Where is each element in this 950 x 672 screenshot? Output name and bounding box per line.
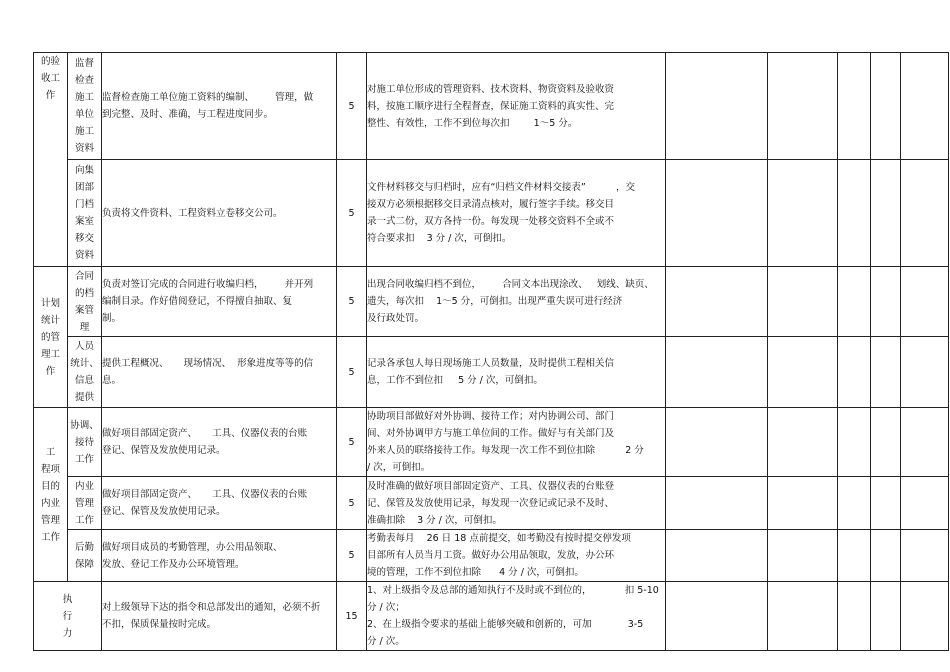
blank-cell <box>666 582 768 651</box>
standard-cell <box>367 160 666 267</box>
text-line: 行 <box>62 610 73 622</box>
blank-cell <box>901 530 949 582</box>
text-line: 的档 <box>74 287 94 299</box>
blank-cell <box>768 408 838 477</box>
blank-cell <box>838 53 871 160</box>
description-cell <box>102 582 337 651</box>
standard-cell <box>367 267 666 337</box>
text-line: 作 <box>45 90 56 101</box>
text-line: 后勤 <box>74 541 94 553</box>
text-line: 文件材料移交与归档时，应有“归档文件材料交接表” ，交 <box>367 182 636 193</box>
text-line: 2、在上级指令要求的基础上能够突破和创新的，可加 3-5 <box>367 619 644 630</box>
text-line: 案管 <box>74 304 94 316</box>
table-row <box>34 267 949 337</box>
text-line: 考勤表每月 26 日 18 点前提交，如考勤没有按时提交停发项 <box>367 533 631 544</box>
text-line: 理工 <box>40 348 60 360</box>
standard-cell <box>367 408 666 477</box>
text-line: 施工 <box>74 126 94 137</box>
text-line: 监督 <box>74 58 94 69</box>
text-line: 施工 <box>74 92 94 103</box>
blank-cell <box>901 267 949 337</box>
blank-cell <box>666 160 768 267</box>
text-line: 工作 <box>40 531 60 543</box>
description-cell <box>102 477 337 530</box>
text-line: 录一式二份，双方各持一份。每发现一处移交资料不全或不 <box>367 216 615 227</box>
text-line: 管理 <box>40 514 60 526</box>
text-line: 出现合同收编归档不到位， 合同文本出现涂改、 划线、缺页、 <box>367 279 654 290</box>
text-line: 记录各承包人每日现场施工人员数量，及时提供工程相关信 <box>367 358 615 369</box>
blank-cell <box>901 408 949 477</box>
text-line: 编制目录。作好借阅登记，不得擅自抽取、复 <box>102 296 293 307</box>
table-row <box>34 337 949 408</box>
description-cell: 负责将文件资料、工程资料立卷移交公司。 <box>102 160 337 267</box>
text-line: 遗失，每次扣 1～5 分，可倒扣。出现严重失误可进行经济 <box>367 296 623 307</box>
text-line: 做好项目成员的考勤管理，办公用品领取、 <box>102 541 283 553</box>
blank-cell <box>871 160 901 267</box>
blank-cell <box>838 337 871 408</box>
blank-cell <box>871 530 901 582</box>
score-cell: 5 <box>337 160 367 267</box>
text-line: 及行政处罚。 <box>367 313 425 324</box>
blank-cell <box>768 160 838 267</box>
text-line: 对施工单位形成的管理资料、技术资料、物资资料及验收资 <box>367 83 615 95</box>
text-line: 提供工程概况、 现场情况、 形象进度等等的信 <box>102 358 314 369</box>
blank-cell <box>871 337 901 408</box>
text-line: 分 / 次。 <box>367 636 405 647</box>
text-line: 境的管理，工作不到位扣除 4 分 / 次，可倒扣。 <box>367 567 584 578</box>
blank-cell <box>871 53 901 160</box>
sub-item-cell <box>68 267 102 337</box>
blank-cell <box>838 267 871 337</box>
text-line: 及时准确的做好项目部固定资产、工具、仪器仪表的台账登 <box>367 480 615 492</box>
table-row <box>34 160 949 267</box>
text-line: 收工 <box>40 73 60 84</box>
table-row <box>34 408 949 477</box>
text-line: 信息 <box>74 375 94 386</box>
text-line: 单位 <box>74 109 94 120</box>
text-line: 接待 <box>74 436 94 448</box>
score-cell: 15 <box>337 582 367 651</box>
text-line: 程项 <box>40 463 60 475</box>
blank-cell <box>901 160 949 267</box>
sub-item-cell <box>68 408 102 477</box>
text-line: 工作 <box>74 453 94 465</box>
text-line: 制。 <box>102 313 122 324</box>
description-cell <box>102 530 337 582</box>
text-line: 料，按施工顺序进行全程督查，保证施工资料的真实性、完 <box>367 100 615 112</box>
text-line: 目的 <box>40 480 60 492</box>
text-line: 合同 <box>74 270 94 282</box>
blank-cell <box>901 53 949 160</box>
text-line: 到完整、及时、准确，与工程进度同步。 <box>102 109 274 120</box>
blank-cell <box>768 267 838 337</box>
text-line: 保障 <box>74 558 94 570</box>
text-line: 向集 <box>74 165 94 176</box>
text-line: 工作 <box>74 514 94 526</box>
text-line: 人员 <box>74 341 94 352</box>
blank-cell <box>666 408 768 477</box>
text-line: 1、对上级指令及总部的通知执行不及时或不到位的， 扣 5-10 <box>367 585 659 596</box>
text-line: 整性、有效性，工作不到位每次扣 1～5 分。 <box>367 117 578 129</box>
blank-cell <box>901 337 949 408</box>
text-line: 准确扣除 3 分 / 次，可倒扣。 <box>367 514 502 526</box>
sub-item-cell <box>68 477 102 530</box>
text-line: 做好项目部固定资产、 工具、仪器仪表的台账 <box>102 489 308 500</box>
text-line: 符合要求扣 3 分 / 次，可倒扣。 <box>367 233 512 244</box>
table-row <box>34 582 949 651</box>
blank-cell <box>768 530 838 582</box>
text-line: 的验 <box>40 56 60 67</box>
blank-cell <box>666 530 768 582</box>
text-line: 统计、 <box>70 358 99 369</box>
text-line: 移交 <box>74 233 94 244</box>
standard-cell <box>367 582 666 651</box>
text-line: 资料 <box>74 143 94 154</box>
category-cell <box>34 267 68 408</box>
standard-cell <box>367 337 666 408</box>
text-line: 负责对签订完成的合同进行收编归档， 并开列 <box>102 279 314 290</box>
blank-cell <box>838 477 871 530</box>
text-line: 内业 <box>40 497 60 509</box>
text-line: 对上级领导下达的指令和总部发出的通知，必须不折 <box>102 602 321 613</box>
text-line: 工 <box>45 446 56 458</box>
blank-cell <box>871 267 901 337</box>
sub-item-cell <box>68 53 102 160</box>
category-cell <box>34 53 68 267</box>
text-line: / 次，可倒扣。 <box>367 462 431 473</box>
table-row <box>34 530 949 582</box>
blank-cell <box>666 477 768 530</box>
table-row <box>34 53 949 160</box>
text-line: 管理 <box>74 497 94 509</box>
text-line: 记、保管及发放使用记录，每发现一次登记或记录不及时、 <box>367 497 615 509</box>
text-line: 息，工作不到位扣 5 分 / 次，可倒扣。 <box>367 375 543 386</box>
table-row <box>34 477 949 530</box>
text-line: 做好项目部固定资产、 工具、仪器仪表的台账 <box>102 428 308 439</box>
description-cell <box>102 53 337 160</box>
category-cell <box>34 582 102 651</box>
text-line: 作 <box>45 365 56 377</box>
sub-item-cell <box>68 160 102 267</box>
text-line: 不扣，保质保量按时完成。 <box>102 619 217 630</box>
text-line: 资料 <box>74 250 94 261</box>
blank-cell <box>838 530 871 582</box>
text-line: 计划 <box>40 297 60 309</box>
text-line: 间、对外协调甲方与施工单位间的工作。做好与有关部门及 <box>367 428 615 439</box>
text-line: 检查 <box>74 75 94 86</box>
standard-cell <box>367 53 666 160</box>
text-line: 登记、保管及发放使用记录。 <box>102 506 226 517</box>
standard-cell <box>367 530 666 582</box>
text-line: 案室 <box>74 216 94 227</box>
description-cell <box>102 337 337 408</box>
score-cell: 5 <box>337 53 367 160</box>
sub-item-cell <box>68 337 102 408</box>
text-line: 统计 <box>40 314 60 326</box>
score-cell: 5 <box>337 530 367 582</box>
blank-cell <box>666 337 768 408</box>
description-cell <box>102 267 337 337</box>
blank-cell <box>838 582 871 651</box>
text-line: 理 <box>79 321 90 333</box>
text-line: 提供 <box>74 392 94 403</box>
blank-cell <box>901 477 949 530</box>
blank-cell <box>871 582 901 651</box>
blank-cell <box>838 160 871 267</box>
score-cell: 5 <box>337 477 367 530</box>
blank-cell <box>666 267 768 337</box>
blank-cell <box>768 53 838 160</box>
text-line: 发放、登记工作及办公环境管理。 <box>102 558 245 570</box>
standard-cell <box>367 477 666 530</box>
text-line: 力 <box>62 627 73 639</box>
text-line: 息。 <box>102 375 122 386</box>
blank-cell <box>838 408 871 477</box>
category-cell <box>34 408 68 582</box>
blank-cell <box>871 408 901 477</box>
text-line: 登记、保管及发放使用记录。 <box>102 445 226 456</box>
text-line: 的管 <box>40 331 60 343</box>
text-line: 门档 <box>74 199 94 210</box>
text-line: 外来人员的联络接待工作。每发现一次工作不到位扣除 2 分 <box>367 445 644 456</box>
text-line: 监督检查施工单位施工资料的编制、 管理，做 <box>102 92 314 103</box>
assessment-table <box>33 52 949 651</box>
score-cell: 5 <box>337 337 367 408</box>
score-cell: 5 <box>337 267 367 337</box>
blank-cell <box>768 582 838 651</box>
blank-cell <box>666 53 768 160</box>
text-line: 目部所有人员当月工资。做好办公用品领取，发放，办公环 <box>367 550 615 561</box>
blank-cell <box>768 337 838 408</box>
score-cell: 5 <box>337 408 367 477</box>
text-line: 协助项目部做好对外协调、接待工作；对内协调公司、部门 <box>367 411 615 422</box>
text-line: 执 <box>62 593 73 605</box>
text-line: 内业 <box>74 480 94 492</box>
text-line: 团部 <box>74 182 94 193</box>
text-line: 分 / 次； <box>367 602 405 613</box>
blank-cell <box>901 582 949 651</box>
description-cell <box>102 408 337 477</box>
blank-cell <box>871 477 901 530</box>
text-line: 接双方必须根据移交目录清点核对，履行签字手续。移交目 <box>367 199 615 210</box>
blank-cell <box>768 477 838 530</box>
sub-item-cell <box>68 530 102 582</box>
text-line: 协调、 <box>70 419 99 431</box>
